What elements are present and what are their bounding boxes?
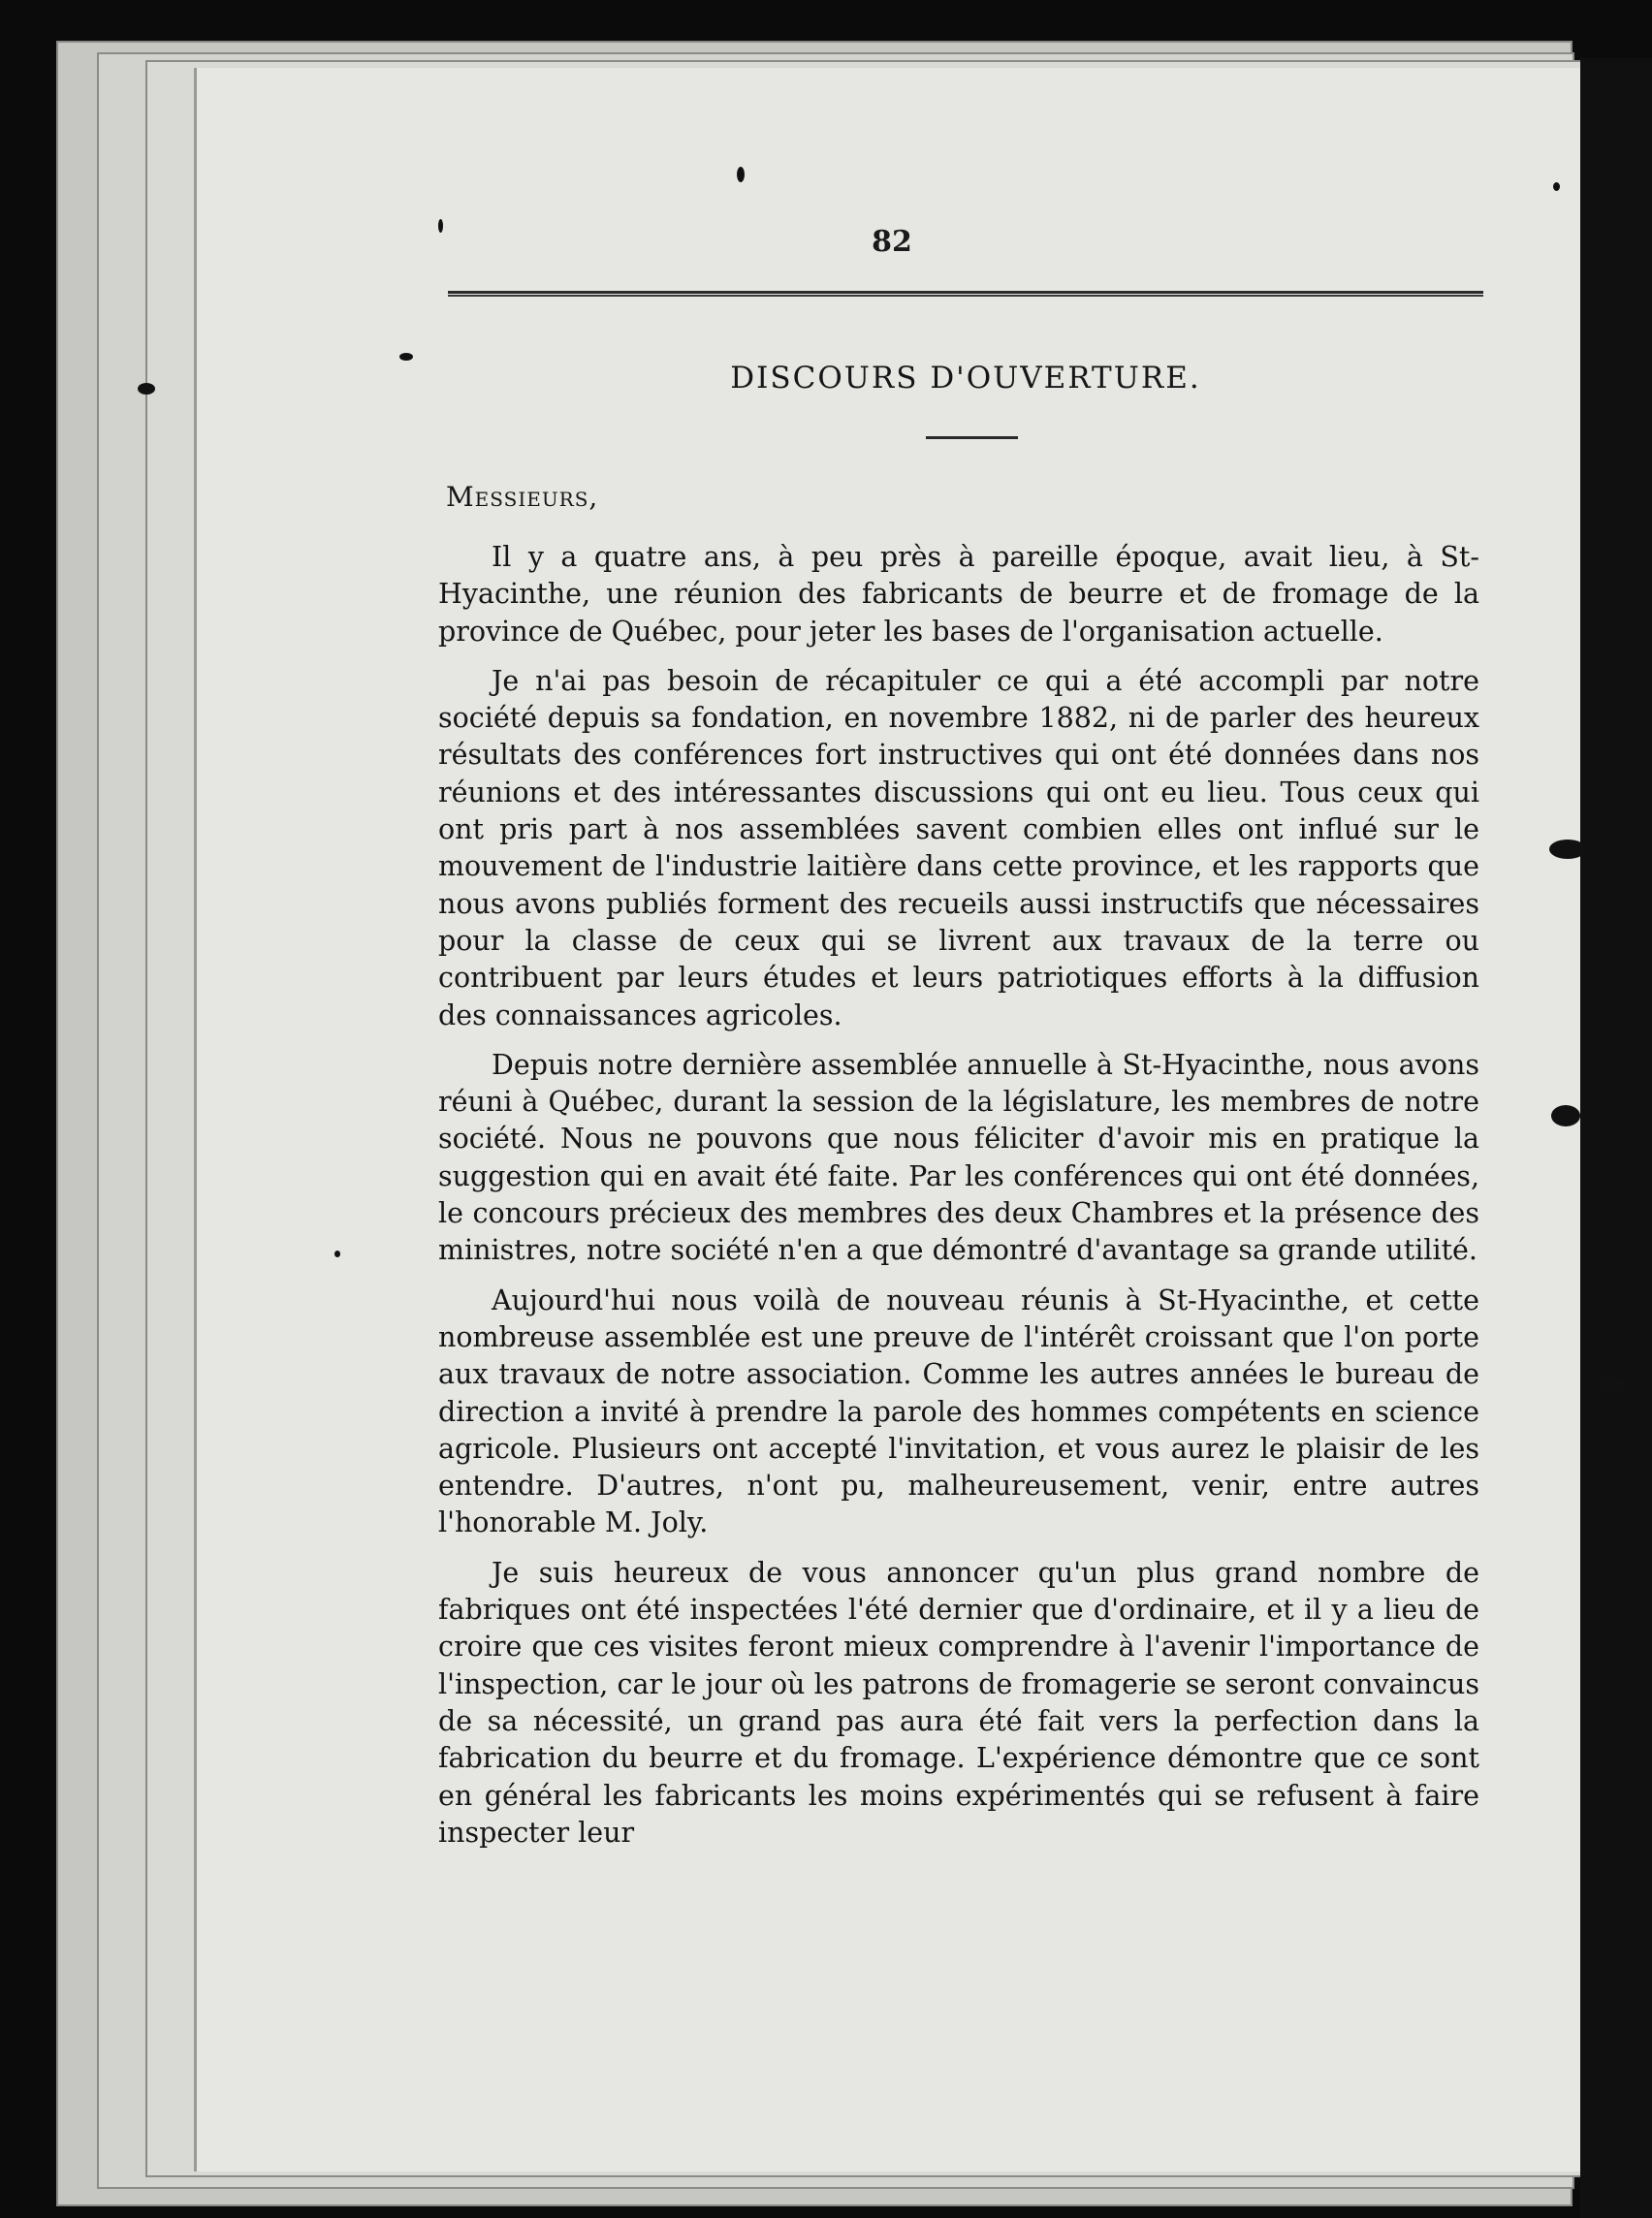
body-text	[438, 539, 1479, 1864]
paragraph: Il y a quatre ans, à peu près à pareille époque, avait lieu, à St-Hyacinthe, une réunion des fabricants de beurre et de fromage de la province de Québec, pour jeter les bases de l'organisation actuelle.	[438, 541, 1479, 648]
scan-speck	[1553, 182, 1560, 191]
scan-speck	[399, 353, 413, 361]
scan-speck	[1551, 1105, 1580, 1126]
header-rule	[448, 291, 1483, 297]
paragraph: Je suis heureux de vous annoncer qu'un plus grand nombre de fabriques ont été inspectées l'été dernier que d'ordinaire, et il y a lieu de croire que ces visites feront mieux comprendre à l'avenir l'importance de l'inspection, car le jour où les patrons de fromagerie se seront convaincus de sa nécessité, un grand pas aura été fait vers la perfection dans la fabrication du beurre et du fromage. L'expérience démontre que ce sont en général les fabricants les moins expérimentés qui se refusent à faire inspecter leur	[438, 1556, 1479, 1849]
scan-border	[1580, 58, 1652, 2218]
scan-speck	[1600, 1377, 1625, 1394]
page-number: 82	[872, 225, 912, 259]
scan-speck	[138, 383, 155, 395]
title-rule	[926, 436, 1018, 439]
page-title: DISCOURS D'OUVERTURE.	[730, 361, 1201, 396]
scan-speck	[737, 167, 745, 182]
paragraph: Aujourd'hui nous voilà de nouveau réunis à St-Hyacinthe, et cette nombreuse assemblée est une preuve de l'intérêt croissant que l'on porte aux travaux de notre association. Comme les autres années le bureau de direction a invité à prendre la parole des hommes compétents en science agricole. Plusieurs ont accepté l'invitation, et vous aurez le plaisir de les entendre. D'autres, n'ont pu, malheureusement, venir, entre autres l'honorable M. Joly.	[438, 1283, 1479, 1539]
paragraph: Je n'ai pas besoin de récapituler ce qui a été accompli par notre société depuis sa fondation, en novembre 1882, ni de parler des heureux résultats des conférences fort instructives qui ont été données dans nos réunions et des intéressantes discussions qui ont eu lieu. Tous ceux qui ont pris part à nos assemblées savent combien elles ont influé sur le mouvement de l'industrie laitière dans cette province, et les rapports que nous avons publiés forment des recueils aussi instructifs que nécessaires pour la classe de ceux qui se livrent aux travaux de la terre ou contribuent par leurs études et leurs patriotiques efforts à la diffusion des connaissances agricoles.	[438, 664, 1479, 1031]
paragraph: Depuis notre dernière assemblée annuelle à St-Hyacinthe, nous avons réuni à Québec, durant la session de la législature, les membres de notre société. Nous ne pouvons que nous féliciter d'avoir mis en pratique la suggestion qui en avait été faite. Par les conférences qui ont été données, le concours précieux des membres des deux Chambres et la présence des ministres, notre société n'en a que démontré d'avantage sa grande utilité.	[438, 1048, 1479, 1267]
scan-speck	[334, 1251, 340, 1257]
salutation: Messieurs,	[446, 481, 599, 513]
scan-speck	[1549, 840, 1586, 859]
